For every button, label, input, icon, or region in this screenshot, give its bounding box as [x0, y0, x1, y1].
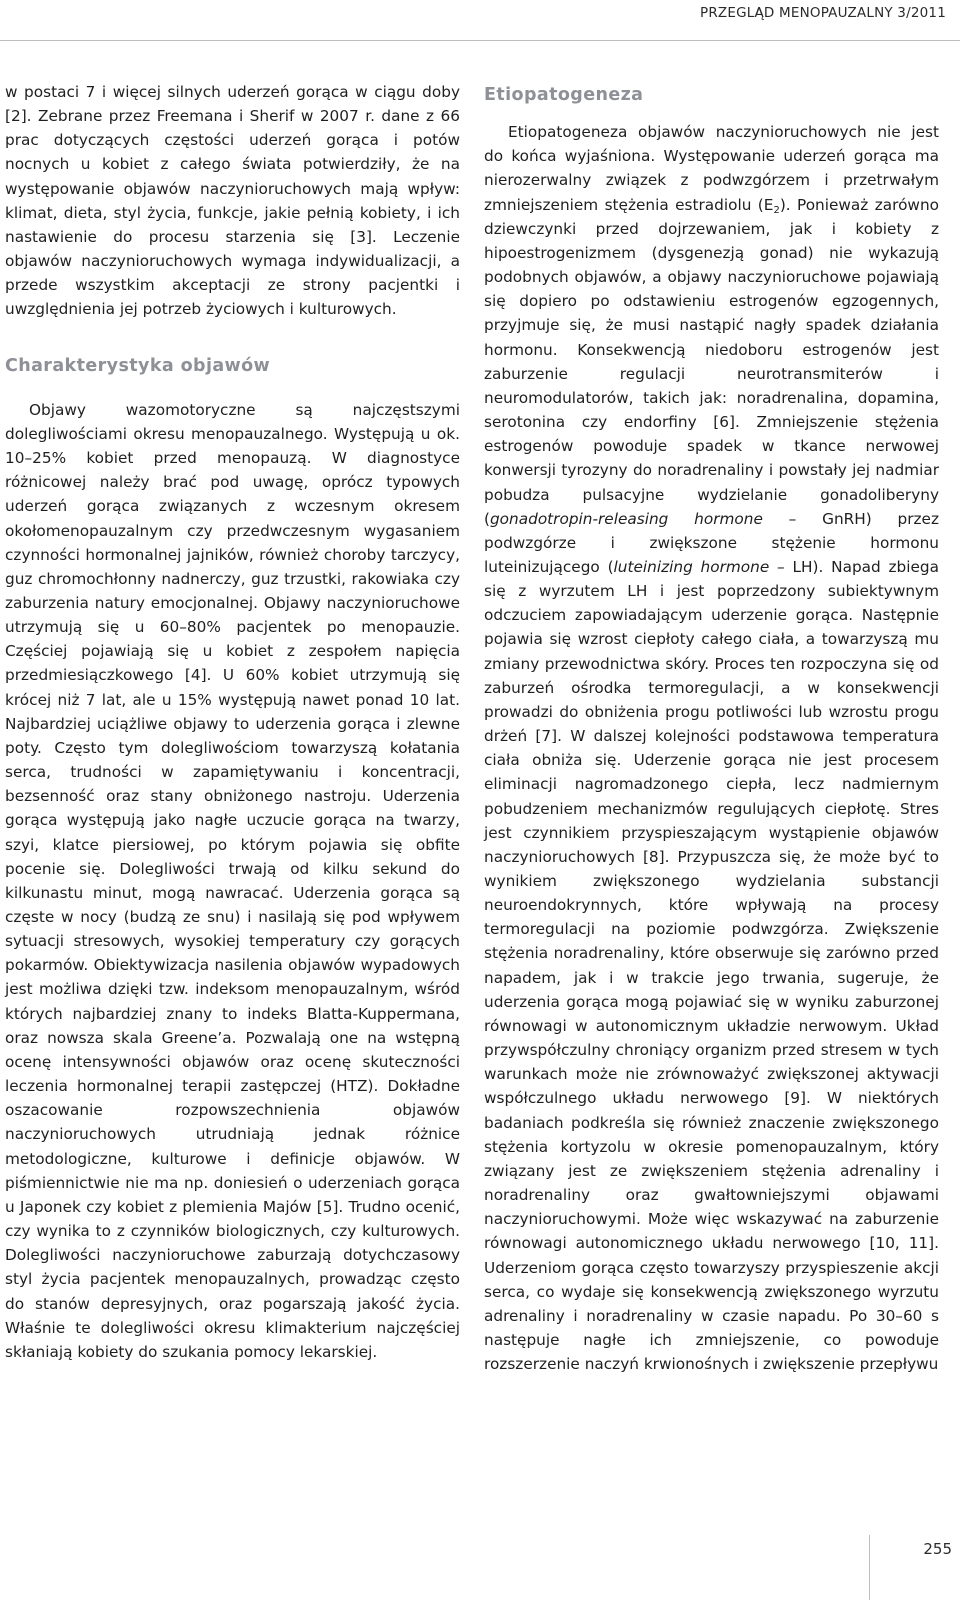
- right-column: [484, 80, 939, 1376]
- paragraph-text: – LH). Napad zbiega się z wyrzutem LH i jest poprzedzony subiektywnym odczuciem zapowiadającym uderzenie gorąca. Następnie pojawia się wzrost ciepłoty całego ciała, a towarzyszą mu zmiany przewodnictwa skóry. Proces ten rozpoczyna się od zaburzeń ośrodka termoregulacji, a w konsekwencji prowadzi do obniżenia progu potliwości lub wzrostu progu drżeń [7]. W dalszej kolejności podstawowa temperatura ciała obniża się. Uderzenie gorąca nie jest procesem eliminacji nagromadzonego ciepła, lecz nadmiernym pobudzeniem mechanizmów regulujących ciepłotę. Stres jest czynnikiem przyspieszającym wystąpienie objawów naczynioruchowych [8]. Przypuszcza się, że może być to wynikiem zwiększonego wydzielania substancji neuroendokrynnych, które wpływają na procesy termoregulacji na poziomie podwzgórza. Zwiększenie stężenia noradrenaliny, które obserwuje się zarówno przed napadem, jak i w trakcie jego trwania, sugeruje, że uderzenia gorąca mogą pojawiać się w wyniku zaburzonej równowagi w autonomicznym układzie nerwowym. Układ przywspółczulny chroniący organizm przed stresem w tych warunkach może nie zrównoważyć zwiększonej aktywacji współczulnego układu nerwowego [9]. W niektórych badaniach podkreśla się również znaczenie zwiększonego stężenia kortyzolu w okresie pomenopauzalnym, który związany jest ze zwiększeniem stężenia adrenaliny i noradrenaliny oraz gwałtowniejszymi objawami naczynioruchowymi. Może więc wskazywać na zaburzenie równowagi autonomicznego układu nerwowego [10, 11]. Uderzeniom gorąca często towarzyszy przyspieszenie akcji serca, co wydaje się konsekwencją zwiększonego wyrzutu adrenaliny i noradrenaliny w czasie napadu. Po 30–60 s następuje nagłe ich zmniejszenie, co powoduje rozszerzenie naczyń krwionośnych i zwiększenie przepływu: [484, 557, 939, 1374]
- left-column: [5, 80, 460, 1364]
- continuation-paragraph: w postaci 7 i więcej silnych uderzeń gorąca w ciągu doby [2]. Zebrane przez Freemana i Sherif w 2007 r. dane z 66 prac dotyczących częstości uderzeń gorąca i potów nocnych u kobiet z całego świata potwierdziły, że na występowanie objawów naczynioruchowych mają wpływ: klimat, dieta, styl życia, funkcje, jakie pełnią kobiety, i ich nastawienie do procesu starzenia się [3]. Leczenie objawów naczynioruchowych wymaga indywidualizacji, a przede wszystkim akceptacji ze strony pacjentki i uwzględnienia jej potrzeb życiowych i kulturowych.: [5, 83, 460, 319]
- estradiol-subscript: 2: [773, 204, 780, 216]
- gnrh-term: gonadotropin-releasing hormone: [489, 509, 763, 528]
- section-heading-characteristics: Charakterystyka objawów: [5, 355, 271, 376]
- journal-title: PRZEGLĄD MENOPAUZALNY 3/2011: [700, 5, 946, 21]
- page-number: 255: [923, 1540, 952, 1558]
- paragraph-text: Etiopatogeneza objawów naczynioruchowych nie jest do końca wyjaśniona. Występowanie uderzeń gorąca ma nierozerwalny związek z podwzgórzem i przetrwałym zmniejszeniem stężenia estradiolu (E: [484, 123, 939, 214]
- etiopathogenesis-paragraph: [484, 120, 939, 1376]
- running-header: [0, 0, 960, 41]
- lh-term: luteinizing hormone: [613, 557, 770, 576]
- characteristics-paragraph: Objawy wazomotoryczne są najczęstszymi dolegliwościami okresu menopauzalnego. Występują u ok. 10–25% kobiet przed menopauzą. W diagnostyce różnicowej należy brać pod uwagę, oprócz typowych uderzeń gorąca związanych z wczesnym okresem okołomenopauzalnym czy przedwczesnym wygasaniem czynności hormonalnej jajników, również choroby tarczycy, guz chromochłonny nadnerczy, guz trzustki, rakowiaka czy zaburzenia natury emocjonalnej. Objawy naczynioruchowe utrzymują się u 60–80% pacjentek po menopauzie. Częściej pojawiają się u kobiet z zespołem napięcia przedmiesiączkowego [4]. U 60% kobiet utrzymują się krócej niż 7 lat, ale u 15% występują nawet ponad 10 lat. Najbardziej uciążliwe objawy to uderzenia gorąca i zlewne poty. Często tym dolegliwościom towarzyszą kołatania serca, trudności w zapamiętywaniu i koncentracji, bezsenność oraz stany obniżonego nastroju. Uderzenia gorąca występują jako nagłe uczucie gorąca na twarzy, szyi, klatce piersiowej, po którym pojawia się obfite pocenie się. Dolegliwości trwają od kilku sekund do kilkunastu minut, mogą nawracać. Uderzenia gorąca są częste w nocy (budzą ze snu) i nasilają się pod wpływem sytuacji stresowych, wysokiej temperatury czy gorących pokarmów. Obiektywizacja nasilenia objawów wypadowych jest możliwa dzięki tzw. indeksom menopauzalnym, wśród których najbardziej znany to indeks Blatta-Kuppermana, oraz nowsza skala Greene’a. Pozwalają one na wstępną ocenę intensywności objawów oraz ocenę skuteczności leczenia hormonalnej terapii zastępczej (HTZ). Dokładne oszacowanie rozpowszechnienia objawów naczynioruchowych utrudniają jednak różnice metodologiczne, kulturowe i definicje objawów. W piśmiennictwie nie ma np. doniesień o uderzeniach gorąca u Japonek czy kobiet z plemienia Majów [5]. Trudno ocenić, czy wynika to z czynników biologicznych, czy kulturowych. Dolegliwości naczynioruchowe zaburzają dotychczasowy styl życia pacjentek menopauzalnych, prowadząc często do stanów depresyjnych, oraz pogarszają jakość życia. Właśnie te dolegliwości okresu klimakterium najczęściej skłaniają kobiety do szukania pomocy lekarskiej.: [5, 400, 460, 1361]
- paragraph-text: – GnRH) przez podwzgórze i zwiększone stężenie hormonu luteinizującego (: [484, 509, 939, 576]
- section-heading-etiopathogenesis: Etiopatogeneza: [484, 85, 644, 105]
- page-number-box: [869, 1535, 960, 1600]
- paragraph-text: ). Ponieważ zarówno dziewczynki przed dojrzewaniem, jak i kobiety z hipoestrogenizmem (dysgenezją gonad) nie wykazują podobnych objawów, a objawy naczynioruchowe pojawiają się dopiero po odstawieniu estrogenów egzogennych, przyjmuje się, że musi nastąpić nagły spadek działania hormonu. Konsekwencją niedoboru estrogenów jest zaburzenie regulacji neurotransmiterów i neuromodulatorów, takich jak: noradrenalina, dopamina, serotonina czy endorfiny [6]. Zmniejszenie stężenia estrogenów powoduje spadek w tkance nerwowej konwersji tyrozyny do noradrenaliny i powstały jej nadmiar pobudza pulsacyjne wydzielanie gonadoliberyny (: [484, 195, 939, 528]
